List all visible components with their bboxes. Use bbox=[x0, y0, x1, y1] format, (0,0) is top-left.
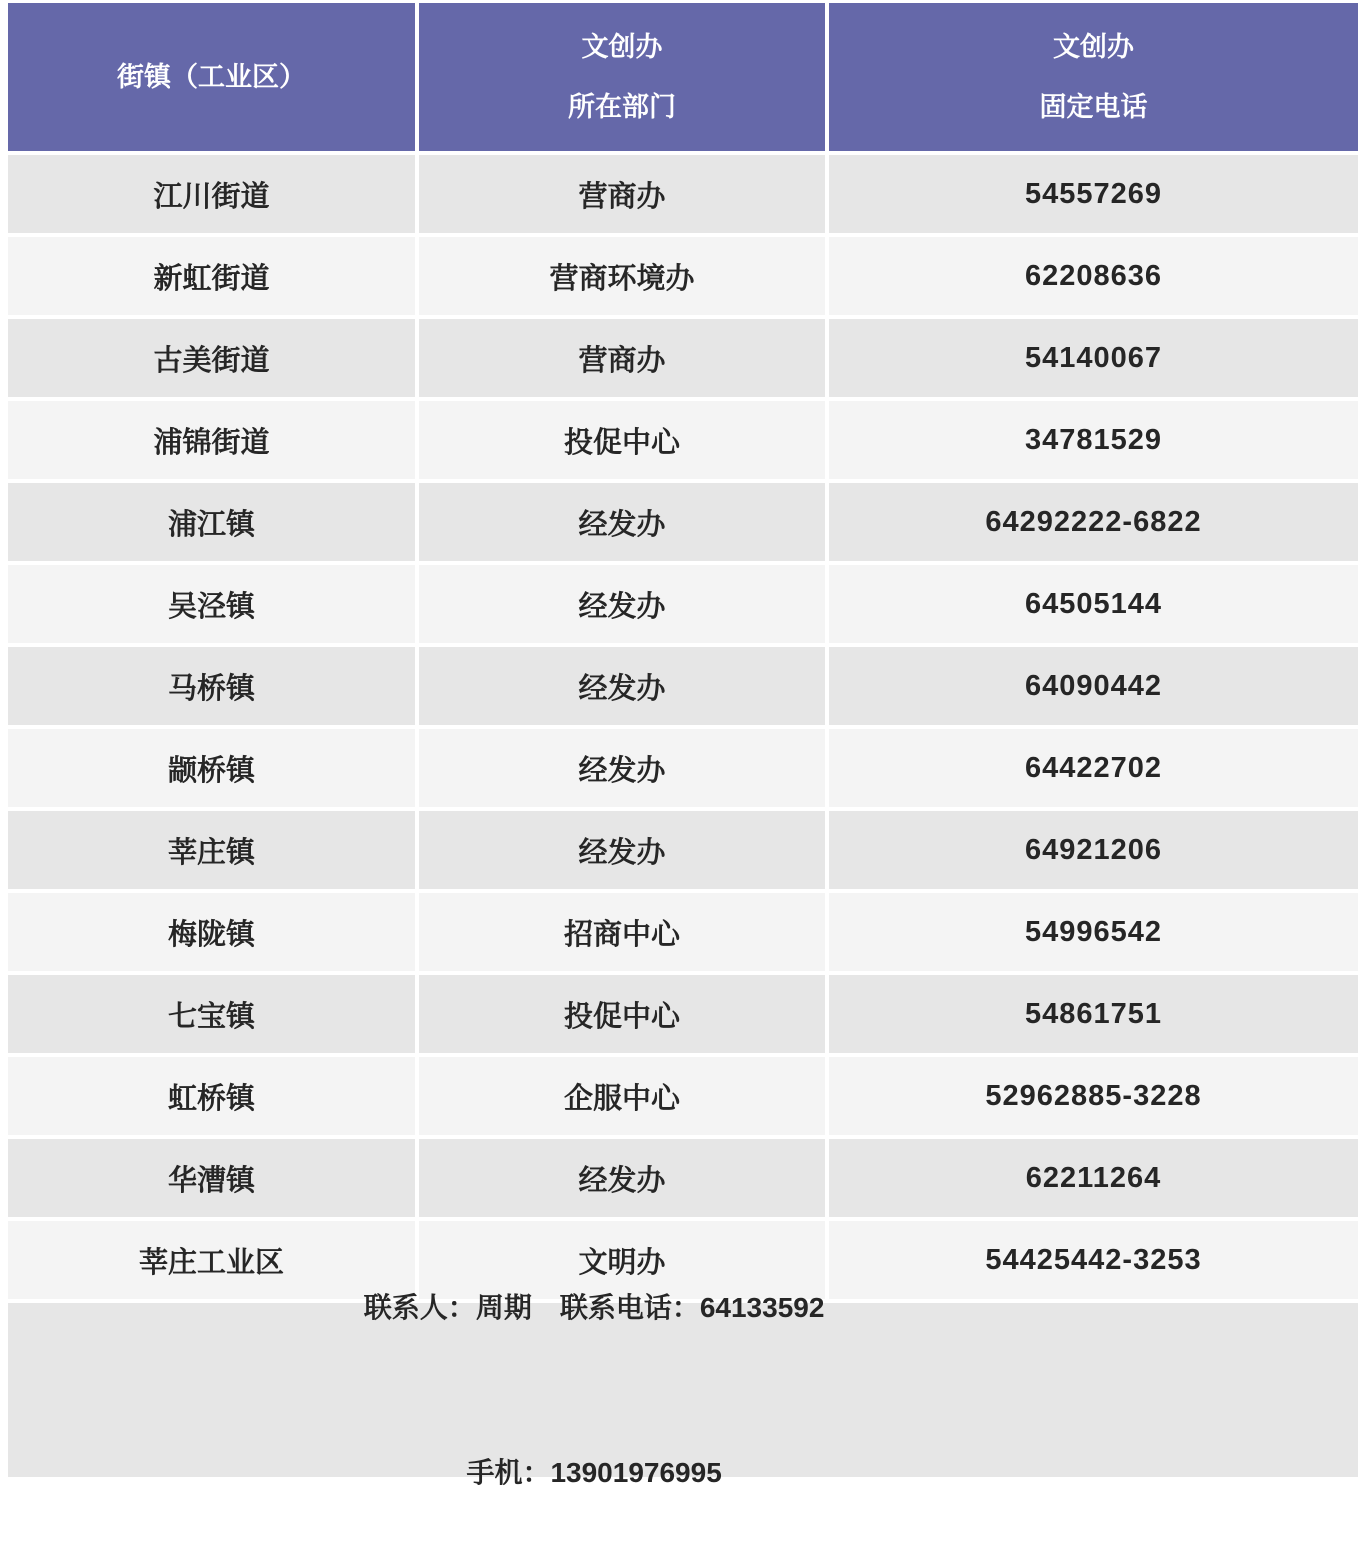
footer-line-1 bbox=[302, 1225, 825, 1390]
phone-cell: 54140067 bbox=[829, 319, 1358, 397]
town-cell: 华漕镇 bbox=[8, 1139, 415, 1217]
header-phone-label-line2: 固定电话 bbox=[1039, 92, 1148, 122]
dept-cell: 经发办 bbox=[419, 811, 825, 889]
header-town-label: 街镇（工业区） bbox=[117, 62, 306, 92]
header-dept-column bbox=[419, 3, 825, 151]
town-cell: 莘庄镇 bbox=[8, 811, 415, 889]
contact-person-value: 周期 bbox=[475, 1292, 532, 1323]
contact-table bbox=[8, 3, 1358, 1299]
dept-cell: 经发办 bbox=[419, 647, 825, 725]
dept-cell: 招商中心 bbox=[419, 893, 825, 971]
contact-phone-label: 联系电话： bbox=[559, 1292, 700, 1323]
header-town-column bbox=[8, 3, 415, 151]
dept-cell: 经发办 bbox=[419, 483, 825, 561]
dept-cell: 投促中心 bbox=[419, 401, 825, 479]
phone-cell: 64422702 bbox=[829, 729, 1358, 807]
town-cell: 浦江镇 bbox=[8, 483, 415, 561]
town-cell: 莘庄工业区 bbox=[8, 1221, 415, 1299]
town-cell: 虹桥镇 bbox=[8, 1057, 415, 1135]
header-dept-label-line2: 所在部门 bbox=[568, 92, 676, 122]
header-phone-label-line1: 文创办 bbox=[1053, 32, 1134, 62]
dept-cell: 文明办 bbox=[419, 1221, 825, 1299]
phone-cell: 62211264 bbox=[829, 1139, 1358, 1217]
town-cell: 梅陇镇 bbox=[8, 893, 415, 971]
phone-cell: 52962885-3228 bbox=[829, 1057, 1358, 1135]
dept-cell: 经发办 bbox=[419, 565, 825, 643]
dept-cell: 营商办 bbox=[419, 155, 825, 233]
mobile-label: 手机： bbox=[466, 1457, 551, 1488]
town-cell: 吴泾镇 bbox=[8, 565, 415, 643]
footer-line-2 bbox=[404, 1390, 722, 1555]
header-phone-column bbox=[829, 3, 1358, 151]
town-cell: 马桥镇 bbox=[8, 647, 415, 725]
dept-cell: 经发办 bbox=[419, 729, 825, 807]
town-cell: 七宝镇 bbox=[8, 975, 415, 1053]
phone-cell: 64505144 bbox=[829, 565, 1358, 643]
phone-cell: 54996542 bbox=[829, 893, 1358, 971]
footer-contact-bar bbox=[8, 1292, 1358, 1488]
phone-cell: 54861751 bbox=[829, 975, 1358, 1053]
dept-cell: 企服中心 bbox=[419, 1057, 825, 1135]
dept-cell: 营商环境办 bbox=[419, 237, 825, 315]
dept-cell: 经发办 bbox=[419, 1139, 825, 1217]
phone-cell: 34781529 bbox=[829, 401, 1358, 479]
town-cell: 新虹街道 bbox=[8, 237, 415, 315]
town-cell: 颛桥镇 bbox=[8, 729, 415, 807]
town-cell: 江川街道 bbox=[8, 155, 415, 233]
dept-cell: 投促中心 bbox=[419, 975, 825, 1053]
contact-phone-value: 64133592 bbox=[699, 1292, 825, 1323]
phone-cell: 64090442 bbox=[829, 647, 1358, 725]
mobile-value: 13901976995 bbox=[550, 1457, 722, 1488]
phone-cell: 64921206 bbox=[829, 811, 1358, 889]
footer-contact-info bbox=[8, 1225, 1118, 1555]
town-cell: 浦锦街道 bbox=[8, 401, 415, 479]
contact-person-label: 联系人： bbox=[363, 1292, 476, 1323]
phone-cell: 54425442-3253 bbox=[829, 1221, 1358, 1299]
dept-cell: 营商办 bbox=[419, 319, 825, 397]
phone-cell: 54557269 bbox=[829, 155, 1358, 233]
phone-cell: 64292222-6822 bbox=[829, 483, 1358, 561]
town-cell: 古美街道 bbox=[8, 319, 415, 397]
phone-cell: 62208636 bbox=[829, 237, 1358, 315]
header-dept-label-line1: 文创办 bbox=[581, 32, 663, 62]
